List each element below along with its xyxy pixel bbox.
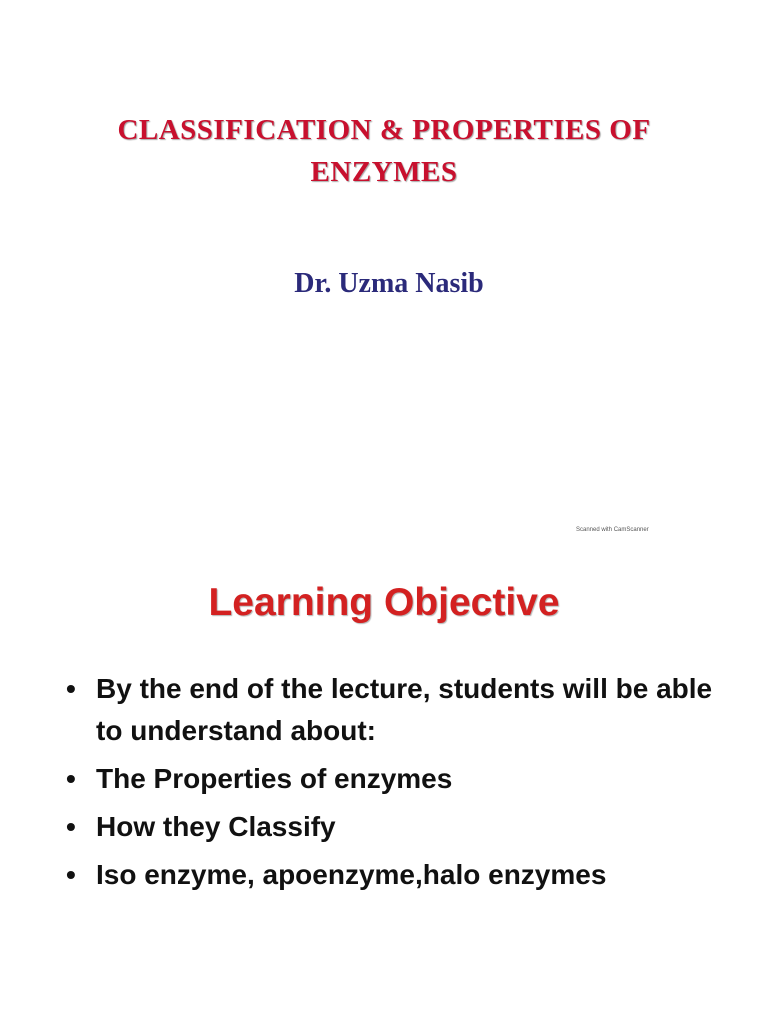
objectives-slide	[0, 555, 768, 1024]
bullet-icon: •	[66, 673, 76, 704]
list-item	[66, 806, 746, 848]
list-item	[66, 758, 746, 800]
objective-text: The Properties of enzymes	[96, 763, 453, 794]
slide-title-line-2: ENZYMES	[310, 156, 458, 188]
list-item	[66, 668, 746, 752]
objective-text: Iso enzyme, apoenzyme,halo enzymes	[96, 859, 607, 890]
bullet-icon: •	[66, 859, 76, 890]
objective-text: How they Classify	[96, 811, 336, 842]
author-name: Dr. Uzma Nasib	[294, 268, 484, 299]
list-item	[66, 854, 746, 896]
scanner-watermark: Scanned with CamScanner	[576, 527, 649, 533]
section-heading: Learning Objective	[208, 581, 560, 624]
bullet-icon: •	[66, 811, 76, 842]
slide-title-line-1: CLASSIFICATION & PROPERTIES OF	[117, 114, 651, 146]
bullet-icon: •	[66, 763, 76, 794]
objectives-list	[66, 668, 746, 902]
objective-text: By the end of the lecture, students will be able to understand about:	[96, 673, 713, 746]
